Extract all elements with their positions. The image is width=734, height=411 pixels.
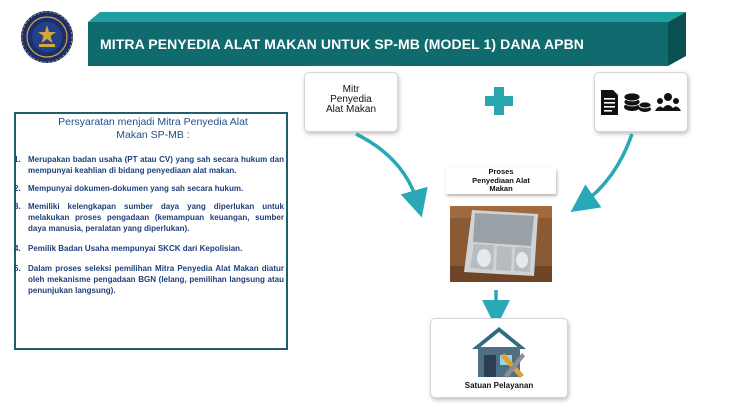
satuan-pelayanan-card — [430, 318, 568, 398]
list-item-number: 3. — [14, 202, 21, 211]
list-item-text: Memiliki kelengkapan sumber daya yang diperlukan untuk melakukan proses pengadaan (kemampuan keuangan, sumber daya manusia, peralatan yang diperlukan). — [28, 202, 284, 233]
list-item-text: Mempunyai dokumen-dokumen yang sah secara hukum. — [28, 184, 244, 193]
mitra-line2: Penyedia — [330, 94, 372, 105]
left-curved-arrow — [356, 134, 418, 204]
service-unit-house-icon — [468, 323, 530, 379]
list-item-number: 4. — [14, 244, 21, 253]
proses-line2: Penyediaan Alat — [472, 175, 530, 185]
page-title: MITRA PENYEDIA ALAT MAKAN UNTUK SP-MB (MODEL 1) DANA APBN — [100, 36, 585, 52]
satuan-pelayanan-label: Satuan Pelayanan — [464, 381, 534, 390]
list-item-text: Pemilik Badan Usaha mempunyai SKCK dari Kepolisian. — [28, 244, 243, 253]
list-item-number: 5. — [14, 264, 21, 273]
right-curved-arrow — [582, 134, 632, 204]
list-item-number: 2. — [14, 184, 21, 193]
food-tray-image — [450, 206, 552, 282]
list-item-number: 1. — [14, 155, 21, 164]
requirements-title-line2: Makan SP-MB : — [116, 129, 190, 141]
proses-label — [446, 168, 556, 194]
proses-line3: Makan — [489, 184, 513, 193]
list-item-text: Merupakan badan usaha (PT atau CV) yang sah secara hukum dan mempunyai keahlian di bidang penyediaan alat makan. — [28, 155, 284, 175]
proses-line1: Proses — [488, 167, 514, 176]
mitra-line3: Alat Makan — [325, 104, 377, 115]
requirements-title-line1: Persyaratan menjadi Mitra Penyedia Alat — [58, 116, 248, 128]
mitra-line1: Mitr — [342, 84, 360, 95]
list-item-text: Dalam proses seleksi pemilihan Mitra Penyedia Alat Makan diatur oleh mekanisme pengadaan BGN (lelang, pemilihan langsung atau penunjukan langsung). — [28, 264, 284, 295]
